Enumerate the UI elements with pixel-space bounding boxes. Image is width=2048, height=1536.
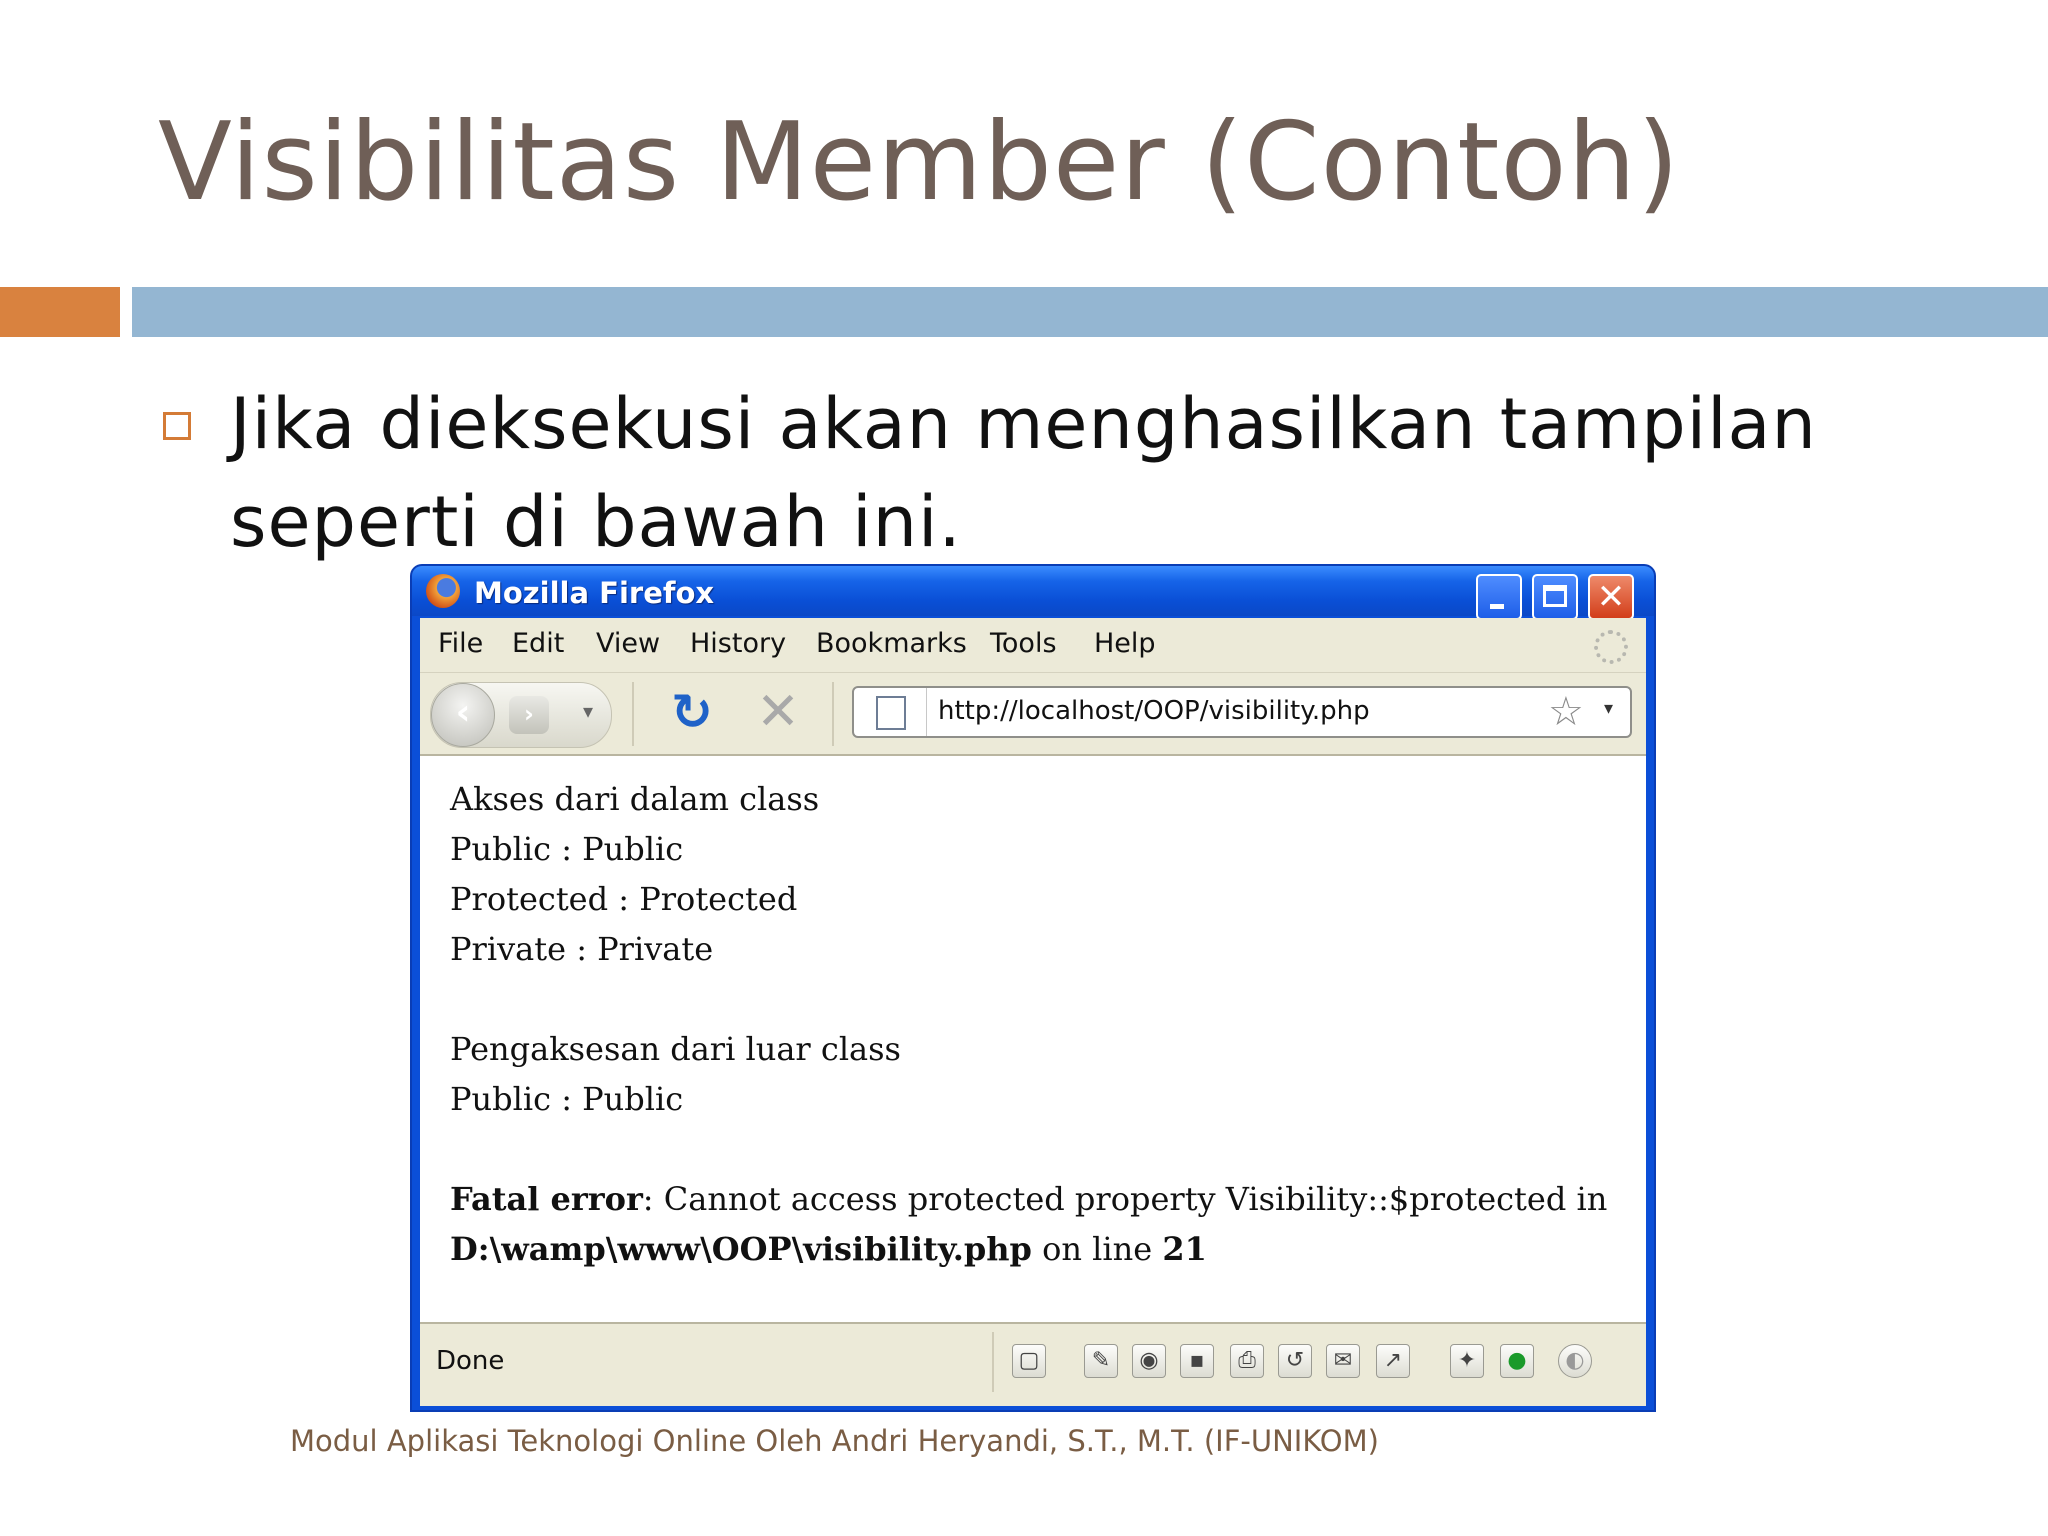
maximize-button[interactable] <box>1532 574 1578 620</box>
throbber-icon <box>1594 630 1628 664</box>
minimize-icon <box>1490 604 1504 609</box>
accent-bar-orange <box>0 287 120 337</box>
url-bar[interactable] <box>852 686 1632 738</box>
error-path: D:\wamp\www\OOP\visibility.php <box>450 1230 1032 1268</box>
back-forward-group <box>430 682 612 748</box>
globe-icon[interactable]: ◉ <box>1132 1344 1166 1378</box>
title-bar[interactable] <box>412 566 1654 616</box>
maximize-icon <box>1543 585 1567 607</box>
error-label: Fatal error <box>450 1180 643 1218</box>
menu-bookmarks[interactable]: Bookmarks <box>816 628 967 659</box>
refresh-icon[interactable]: ↺ <box>1278 1344 1312 1378</box>
menu-history[interactable]: History <box>690 628 787 659</box>
output-line: Public : Public <box>450 830 684 868</box>
toolbar-separator <box>832 682 834 746</box>
menu-file[interactable]: File <box>438 628 484 659</box>
reload-icon[interactable]: ↻ <box>671 683 713 741</box>
slide-footer: Modul Aplikasi Teknologi Online Oleh Andri Heryandi, S.T., M.T. (IF-UNIKOM) <box>290 1424 1379 1458</box>
mail-icon[interactable]: ✉ <box>1326 1344 1360 1378</box>
error-message <box>450 1180 1607 1218</box>
error-line-number: 21 <box>1162 1230 1207 1268</box>
page-icon <box>876 696 906 730</box>
output-line: Public : Public <box>450 1080 684 1118</box>
error-text: : Cannot access protected property Visibility::$protected in <box>642 1180 1608 1218</box>
output-line: Protected : Protected <box>450 880 798 918</box>
chart-icon[interactable]: ↗ <box>1376 1344 1410 1378</box>
status-separator <box>992 1332 994 1392</box>
output-line: Pengaksesan dari luar class <box>450 1030 901 1068</box>
menu-help[interactable]: Help <box>1094 628 1156 659</box>
window-title: Mozilla Firefox <box>474 576 715 610</box>
slide-title: Visibilitas Member (Contoh) <box>158 100 1681 225</box>
minimize-button[interactable] <box>1476 574 1522 620</box>
page-status-icon[interactable]: ▢ <box>1012 1344 1046 1378</box>
firefox-logo-icon <box>426 574 460 608</box>
info-icon[interactable]: ● <box>1500 1344 1534 1378</box>
addon-icon[interactable]: ◐ <box>1558 1344 1592 1378</box>
back-arrow-icon: ‹ <box>455 692 471 733</box>
accent-bar-blue <box>132 287 2048 337</box>
close-button[interactable] <box>1588 574 1634 620</box>
forward-button[interactable] <box>509 696 549 734</box>
status-bar <box>420 1324 1646 1406</box>
url-dropdown-icon[interactable]: ▾ <box>1604 698 1614 719</box>
page-content <box>420 756 1646 1324</box>
edit-icon[interactable]: ✎ <box>1084 1344 1118 1378</box>
url-divider <box>926 688 927 736</box>
url-input[interactable]: http://localhost/OOP/visibility.php <box>938 696 1370 726</box>
save-icon[interactable]: ▪ <box>1180 1344 1214 1378</box>
status-text: Done <box>436 1346 505 1376</box>
browser-chrome <box>420 618 1646 756</box>
toolbar-separator <box>632 682 634 746</box>
menu-bar <box>420 618 1646 673</box>
navigation-toolbar <box>420 674 1646 754</box>
stop-icon[interactable]: ✕ <box>756 682 800 742</box>
menu-edit[interactable]: Edit <box>512 628 565 659</box>
star-icon[interactable]: ☆ <box>1548 689 1584 735</box>
back-button[interactable] <box>431 683 495 747</box>
bullet-square-icon <box>163 412 191 440</box>
error-on: on line <box>1031 1230 1163 1268</box>
menu-view[interactable]: View <box>596 628 661 659</box>
output-line: Akses dari dalam class <box>450 780 820 818</box>
history-dropdown-icon[interactable]: ▾ <box>583 699 594 723</box>
print-icon[interactable]: ⎙ <box>1230 1344 1264 1378</box>
tools-icon[interactable]: ✦ <box>1450 1344 1484 1378</box>
bullet-text: Jika dieksekusi akan menghasilkan tampilan seperti di bawah ini. <box>230 383 1817 563</box>
menu-tools[interactable]: Tools <box>990 628 1057 659</box>
output-line: Private : Private <box>450 930 714 968</box>
close-icon: ✕ <box>1596 577 1626 617</box>
browser-window <box>410 564 1656 1412</box>
error-location <box>450 1230 1207 1268</box>
forward-arrow-icon: › <box>524 700 534 728</box>
